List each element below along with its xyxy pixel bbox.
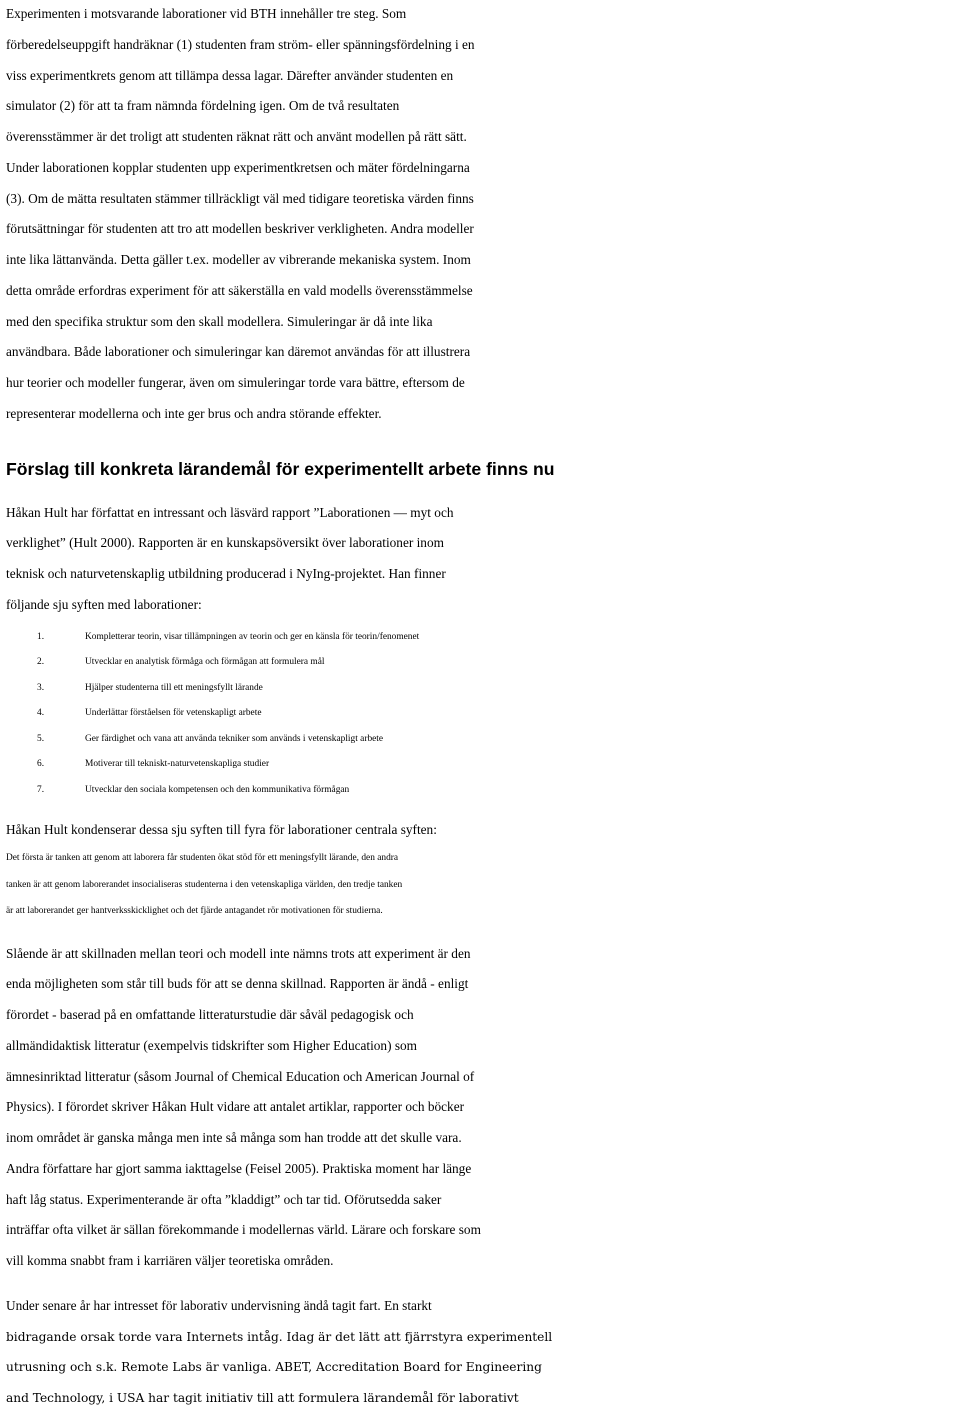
list-item-text: Motiverar till tekniskt-naturvetenskapliga studier [85,759,270,770]
text-line: verklighet” (Hult 2000). Rapporten är en kunskapsöversikt över laborationer inom [6,535,444,551]
text-line: hur teorier och modeller fungerar, även om simuleringar torde vara bättre, eftersom de [6,375,465,390]
text-line: Slående är att skillnaden mellan teori och modell inte nämns trots att experiment är den [6,945,471,961]
paragraph-theory-model [6,939,956,1277]
text-line: inte lika lättanvända. Detta gäller t.ex. modeller av vibrerande mekaniska system. Inom [6,252,471,267]
text-line: simulator (2) för att ta fram nämnda fördelning igen. Om de två resultaten [6,98,400,114]
purposes-list [6,625,956,804]
text-line: är att laborerandet ger hantverksskicklighet och det fjärde antagandet rör motivationen för studierna. [6,906,383,917]
text-line: Under laborationen kopplar studenten upp experimentkretsen och mäter fördelningarna [6,159,470,175]
text-line: Under senare år har intresset för laborativ undervisning ändå tagit fart. En starkt [6,1297,432,1313]
text-line: enda möjligheten som står till buds för att se denna skillnad. Rapporten är ändå - enligt [6,976,469,992]
list-item-text: Ger färdighet och vana att använda tekniker som används i vetenskapligt arbete [85,733,384,744]
list-number: 1. [37,631,45,642]
text-line: Det första är tanken att genom att laborera får studenten ökat stöd för ett meningsfyllt lärande, den andra [6,853,399,864]
text-line: användbara. Både laborationer och simuleringar kan däremot användas för att illustrera [6,344,471,360]
list-item [6,701,956,727]
list-item [6,727,956,753]
list-number: 6. [37,759,45,770]
list-item [6,650,956,676]
list-item-text: Kompletterar teorin, visar tillämpningen av teorin och ger en känsla för teorin/fenomenet [85,631,420,642]
text-line: (3). Om de mätta resultaten stämmer tillräckligt väl med tidigare teoretiska värden finns [6,190,474,206]
text-line: teknisk och naturvetenskaplig utbildning producerad i NyIng-projektet. Han finner [6,566,446,581]
list-item-text: Utvecklar den sociala kompetensen och den kommunikativa förmågan [85,785,350,796]
text-line: tanken är att genom laborerandet insocialiseras studenterna i den vetenskapliga världen, den tredje tanken [6,879,403,890]
text-line: Håkan Hult har författat en intressant och läsvärd rapport ”Laborationen — myt och [6,504,454,520]
list-number: 2. [37,657,45,668]
text-line: inom området är ganska många men inte så många som han trodde att det skulle vara. [6,1130,462,1146]
text-line: med den specifika struktur som den skall modellera. Simuleringar är då inte lika [6,313,433,329]
text-line: and Technology, i USA har tagit initiativ till att formulera lärandemål för laborativt [6,1391,519,1406]
text-line: förordet - baserad på en omfattande litteraturstudie där såväl pedagogisk och [6,1007,414,1023]
text-line: representerar modellerna och inte ger brus och andra störande effekter. [6,405,382,421]
text-line: Håkan Hult kondenserar dessa sju syften till fyra för laborationer centrala syften: [6,821,437,837]
list-item-text: Utvecklar en analytisk förmåga och förmågan att formulera mål [85,657,325,668]
paragraph-lab-steps [6,0,956,430]
text-line: utrusning och s.k. Remote Labs är vanliga. ABET, Accreditation Board for Engineering [6,1360,542,1375]
text-line: förutsättningar för studenten att tro att modellen beskriver verkligheten. Andra modeller [6,221,474,237]
text-line: vill komma snabbt fram i karriären väljer teoretiska områden. [6,1253,334,1269]
text-line: Andra författare har gjort samma iakttagelse (Feisel 2005). Praktiska moment har länge [6,1160,472,1176]
list-number: 4. [37,708,45,719]
text-line: viss experimentkrets genom att tillämpa dessa lagar. Därefter använder studenten en [6,67,454,83]
list-number: 3. [37,682,45,693]
list-item [6,778,956,804]
text-line: allmändidaktisk litteratur (exempelvis tidskrifter som Higher Education) som [6,1037,417,1053]
text-line: förberedelseuppgift handräknar (1) studenten fram ström- eller spänningsfördelning i en [6,36,475,52]
text-line: överensstämmer är det troligt att studenten räknat rätt och använt modellen på rätt sätt. [6,129,467,144]
text-line: följande sju syften med laborationer: [6,596,202,612]
text-line: haft låg status. Experimenterande är ofta ”kladdigt” och tar tid. Oförutsedda saker [6,1191,442,1207]
list-item [6,625,956,651]
paragraph-condensed-body [6,845,956,924]
text-line: bidragande orsak torde vara Internets intåg. Idag är det lätt att fjärrstyra experimentell [6,1329,553,1344]
text-line: Physics). I förordet skriver Håkan Hult vidare att antalet artiklar, rapporter och böcker [6,1099,465,1115]
paragraph-condensed-lead [6,815,956,846]
list-number: 7. [37,785,45,796]
list-item-text: Underlättar förståelsen för vetenskapligt arbete [85,708,262,719]
paragraph-hult-report [6,498,956,621]
section-heading: Förslag till konkreta lärandemål för experimentellt arbete finns nu [6,458,555,479]
list-number: 5. [37,733,45,744]
text-line: inträffar ofta vilket är sällan förekommande i modellernas värld. Lärare och forskare som [6,1222,481,1238]
list-item [6,676,956,702]
text-line: ämnesinriktad litteratur (såsom Journal of Chemical Education och American Journal of [6,1068,475,1084]
paragraph-remote-labs [6,1291,956,1414]
list-item-text: Hjälper studenterna till ett meningsfyllt lärande [85,682,263,693]
list-item [6,752,956,778]
text-line: Experimenten i motsvarande laborationer vid BTH innehåller tre steg. Som [6,6,407,21]
text-line: detta område erfordras experiment för att säkerställa en vald modells överensstämmelse [6,282,473,298]
